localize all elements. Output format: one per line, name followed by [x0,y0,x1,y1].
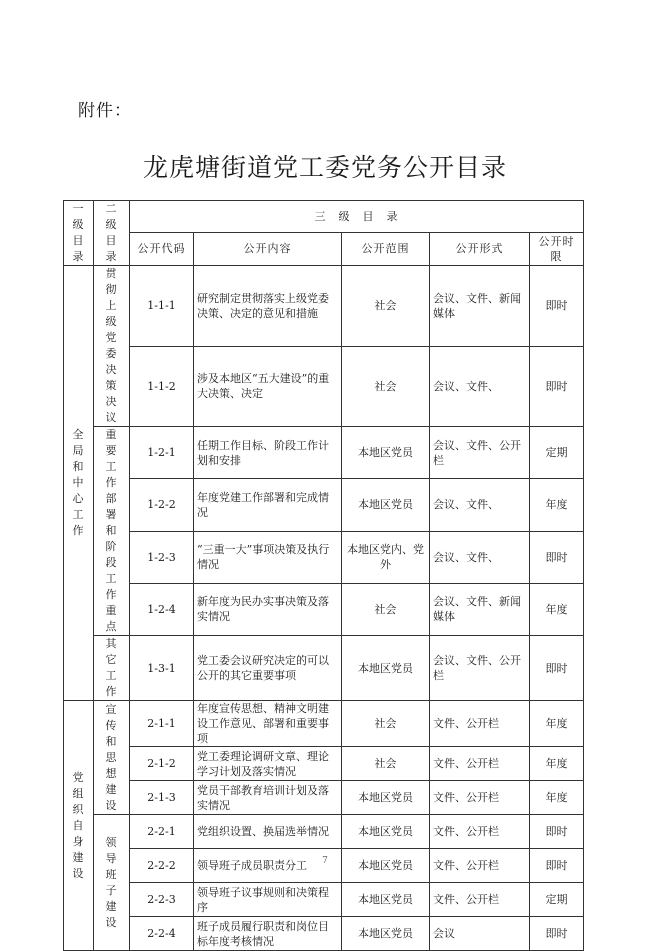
row-form: 文件、公开栏 [430,747,530,781]
row-code: 1-2-3 [130,531,194,583]
row-form: 文件、公开栏 [430,815,530,849]
row-content: 研究制定贯彻落实上级党委决策、决定的意见和措施 [194,266,342,347]
subgroup-name [94,266,130,427]
table-row [64,636,584,701]
row-code: 1-3-1 [130,636,194,701]
subgroup-name [94,701,130,815]
subgroup-name [94,815,130,951]
row-timing: 即时 [530,815,584,849]
table-row [64,701,584,747]
table-row [64,479,584,531]
page-title: 龙虎塘街道党工委党务公开目录 [142,153,507,182]
subgroup-name-label: 重要工作部署和阶段工作重点 [105,428,120,633]
row-content: 班子成员履行职责和岗位目标年度考核情况 [194,917,342,951]
row-timing: 定期 [530,883,584,917]
group-name [64,701,94,951]
row-code: 2-2-4 [130,917,194,951]
group-name-label: 全局和中心工作 [72,428,87,537]
header-level2: 二级目录 [94,201,130,266]
page-number: 7 [322,856,328,866]
row-code: 1-2-1 [130,427,194,479]
header-code: 公开代码 [130,232,194,265]
subgroup-name-label: 贯彻上级党委决策决议 [105,267,120,424]
header-level3: 三 级 目 录 [130,201,584,233]
row-content: “三重一大”事项决策及执行情况 [194,531,342,583]
header-form: 公开形式 [430,232,530,265]
row-scope: 社会 [342,266,430,347]
row-code: 1-1-2 [130,346,194,427]
row-timing: 即时 [530,346,584,427]
row-scope: 本地区党员 [342,636,430,701]
row-form: 会议、文件、公开栏 [430,636,530,701]
subgroup-name-label: 领导班子建设 [105,835,120,929]
table-row [64,531,584,583]
row-content: 涉及本地区“五大建设”的重大决策、决定 [194,346,342,427]
row-content: 领导班子成员职责分工 [194,849,342,883]
header-timing: 公开时限 [530,232,584,265]
row-scope: 本地区党员 [342,781,430,815]
row-content: 党员干部教育培训计划及落实情况 [194,781,342,815]
group-name [64,266,94,701]
row-timing: 即时 [530,531,584,583]
header-content: 公开内容 [194,232,342,265]
row-scope: 社会 [342,747,430,781]
row-timing: 定期 [530,427,584,479]
row-content: 领导班子议事规则和决策程序 [194,883,342,917]
table-row [64,346,584,427]
subgroup-name-label: 其它工作 [105,637,120,698]
row-code: 2-1-3 [130,781,194,815]
row-content: 新年度为民办实事决策及落实情况 [194,583,342,635]
row-scope: 本地区党员 [342,815,430,849]
row-form: 会议、文件、 [430,531,530,583]
row-scope: 社会 [342,701,430,747]
catalog-table [63,200,584,951]
row-timing: 年度 [530,479,584,531]
row-form: 文件、公开栏 [430,849,530,883]
row-form: 会议、文件、公开栏 [430,427,530,479]
subgroup-name [94,636,130,701]
subgroup-name-label: 宣传和思想建设 [105,702,120,812]
row-form: 文件、公开栏 [430,701,530,747]
row-code: 2-2-2 [130,849,194,883]
group-name-label: 党组织自身建设 [72,770,87,880]
row-content: 任期工作目标、阶段工作计划和安排 [194,427,342,479]
row-timing: 年度 [530,701,584,747]
row-scope: 本地区党员 [342,917,430,951]
row-timing: 即时 [530,636,584,701]
table-row [64,747,584,781]
row-timing: 年度 [530,583,584,635]
row-form: 会议、文件、 [430,346,530,427]
row-code: 1-2-2 [130,479,194,531]
row-content: 年度宣传思想、精神文明建设工作意见、部署和重要事项 [194,701,342,747]
row-scope: 本地区党员 [342,479,430,531]
row-content: 党工委会议研究决定的可以公开的其它重要事项 [194,636,342,701]
header-level1: 一级目录 [64,201,94,266]
row-form: 会议、文件、 [430,479,530,531]
table-row [64,815,584,849]
row-code: 2-2-3 [130,883,194,917]
row-timing: 即时 [530,917,584,951]
row-scope: 本地区党员 [342,849,430,883]
table-row [64,917,584,951]
table-row [64,427,584,479]
row-form: 文件、公开栏 [430,883,530,917]
row-scope: 本地区党内、党外 [342,531,430,583]
attachment-label: 附件： [78,101,132,121]
row-scope: 社会 [342,346,430,427]
row-content: 党组织设置、换届选举情况 [194,815,342,849]
table-row [64,583,584,635]
row-code: 1-2-4 [130,583,194,635]
table-row [64,781,584,815]
row-scope: 本地区党员 [342,427,430,479]
row-code: 2-2-1 [130,815,194,849]
row-code: 2-1-2 [130,747,194,781]
row-timing: 年度 [530,781,584,815]
row-scope: 社会 [342,583,430,635]
row-timing: 即时 [530,266,584,347]
row-form: 会议、文件、新闻媒体 [430,583,530,635]
table-row [64,883,584,917]
row-scope: 本地区党员 [342,883,430,917]
row-form: 文件、公开栏 [430,781,530,815]
row-timing: 即时 [530,849,584,883]
row-code: 2-1-1 [130,701,194,747]
header-scope: 公开范围 [342,232,430,265]
row-timing: 年度 [530,747,584,781]
row-form: 会议、文件、新闻媒体 [430,266,530,347]
row-content: 年度党建工作部署和完成情况 [194,479,342,531]
row-form: 会议 [430,917,530,951]
row-code: 1-1-1 [130,266,194,347]
row-content: 党工委理论调研文章、理论学习计划及落实情况 [194,747,342,781]
subgroup-name [94,427,130,636]
table-row [64,266,584,347]
